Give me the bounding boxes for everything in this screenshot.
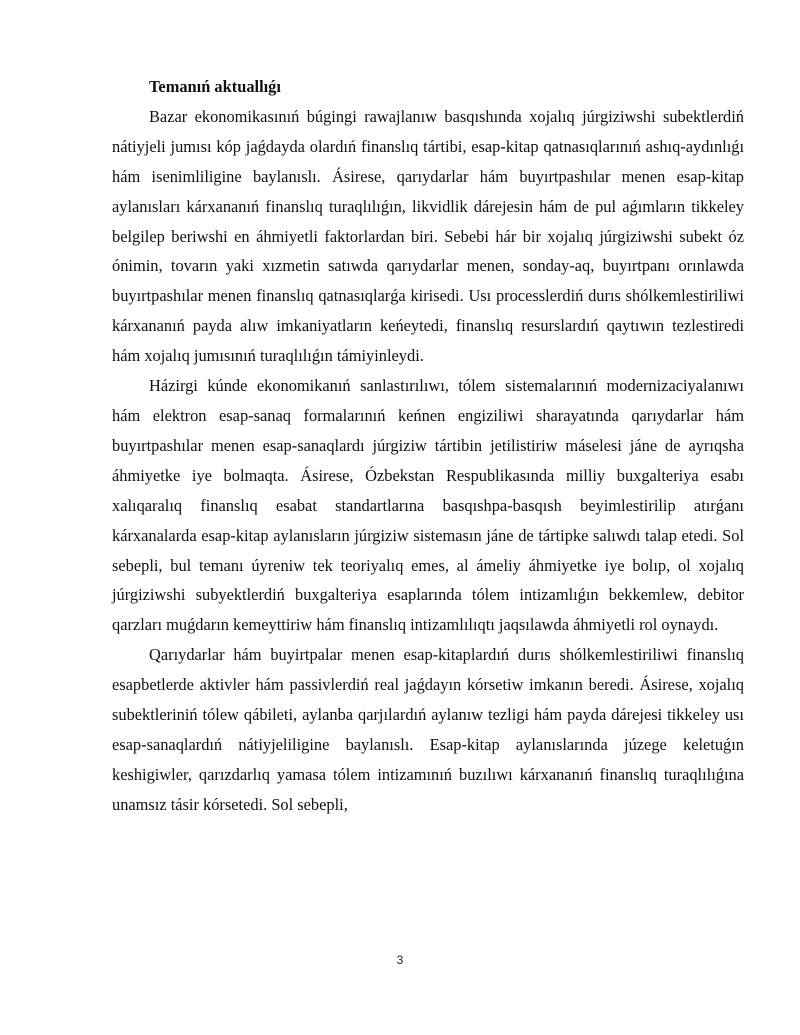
paragraph-3: Qarıydarlar hám buyirtpalar menen esap-kitaplardıń durıs shólkemlestiriliwi finanslıq esapbetlerde aktivler hám passivlerdiń real jaǵdayın kórsetiw imkanın beredi. Ásirese, xojalıq subektleriniń tólew qábileti, aylanba qarjılardıń aylanıw tezligi hám payda dárejesi tikkeley usı esap-sanaqlardıń nátiyjeliligine baylanıslı. Esap-kitap aylanıslarında júzege keletuǵın keshigiwler, qarızdarlıq yamasa tólem intizamınıń buzılıwı kárxananıń finanslıq turaqlılıǵına unamsız tásir kórsetedi. Sol sebepli, [112, 645, 744, 814]
document-body [112, 72, 744, 820]
section-heading: Temanıń aktuallıǵı [149, 77, 281, 96]
paragraph-2: Házirgi kúnde ekonomikanıń sanlastırılıwı, tólem sistemalarınıń modernizaciyalanıwı hám elektron esap-sanaq formalarınıń keńnen engiziliwi sharayatında qarıydarlar hám buyırtpashılar menen esap-sanaqlardı júrgiziw tártibin jetilistiriw máselesi jáne de ayrıqsha áhmiyetke iye bolmaqta. Ásirese, Ózbekstan Respublikasında milliy buxgalteriya esabı xalıqaralıq finanslıq esabat standartlarına basqıshpa-basqısh beyimlestirilip atırǵanı kárxanalarda esap-kitap aylanısların júrgiziw sistemasın jáne de tártipke salıwdı talap etedi. Sol sebepli, bul temanı úyreniw tek teoriyalıq emes, al ámeliy áhmiyetke iye bolıp, ol xojalıq júrgiziwshi subyektlerdiń buxgalteriya esaplarında tólem intizamlıǵın bekkemlew, debitor qarzları muǵdarın kemeyttiriw hám finanslıq intizamlılıqtı jaqsılawda áhmiyetli rol oynaydı. [112, 376, 744, 635]
page-number: 3 [396, 953, 404, 967]
paragraph-1: Bazar ekonomikasınıń búgingi rawajlanıw basqıshında xojalıq júrgiziwshi subektlerdiń nátiyjeli jumısı kóp jaǵdayda olardıń finanslıq tártibi, esap-kitap qatnasıqlarınıń ashıq-aydınlıǵı hám isenimliligine baylanıslı. Ásirese, qarıydarlar hám buyırtpashılar menen esap-kitap aylanısları kárxananıń finanslıq turaqlılıǵın, likvidlik dárejesin hám de pul aǵımların tikkeley belgilep beriwshi en áhmiyetli faktorlardan biri. Sebebi hár bir xojalıq júrgiziwshi subekt óz ónimin, tovarın yaki xızmetin satıwda qarıydarlar menen, sonday-aq, buyırtpanı orınlawda buyırtpashılar menen finanslıq qatnasıqlarǵa kirisedi. Usı processlerdiń durıs shólkemlestiriliwi kárxananıń payda alıw imkaniyatların keńeytedi, finanslıq resurslardıń qaytıwın tezlestiredi hám xojalıq jumısınıń turaqlılıǵın támiyinleydi. [112, 106, 744, 366]
